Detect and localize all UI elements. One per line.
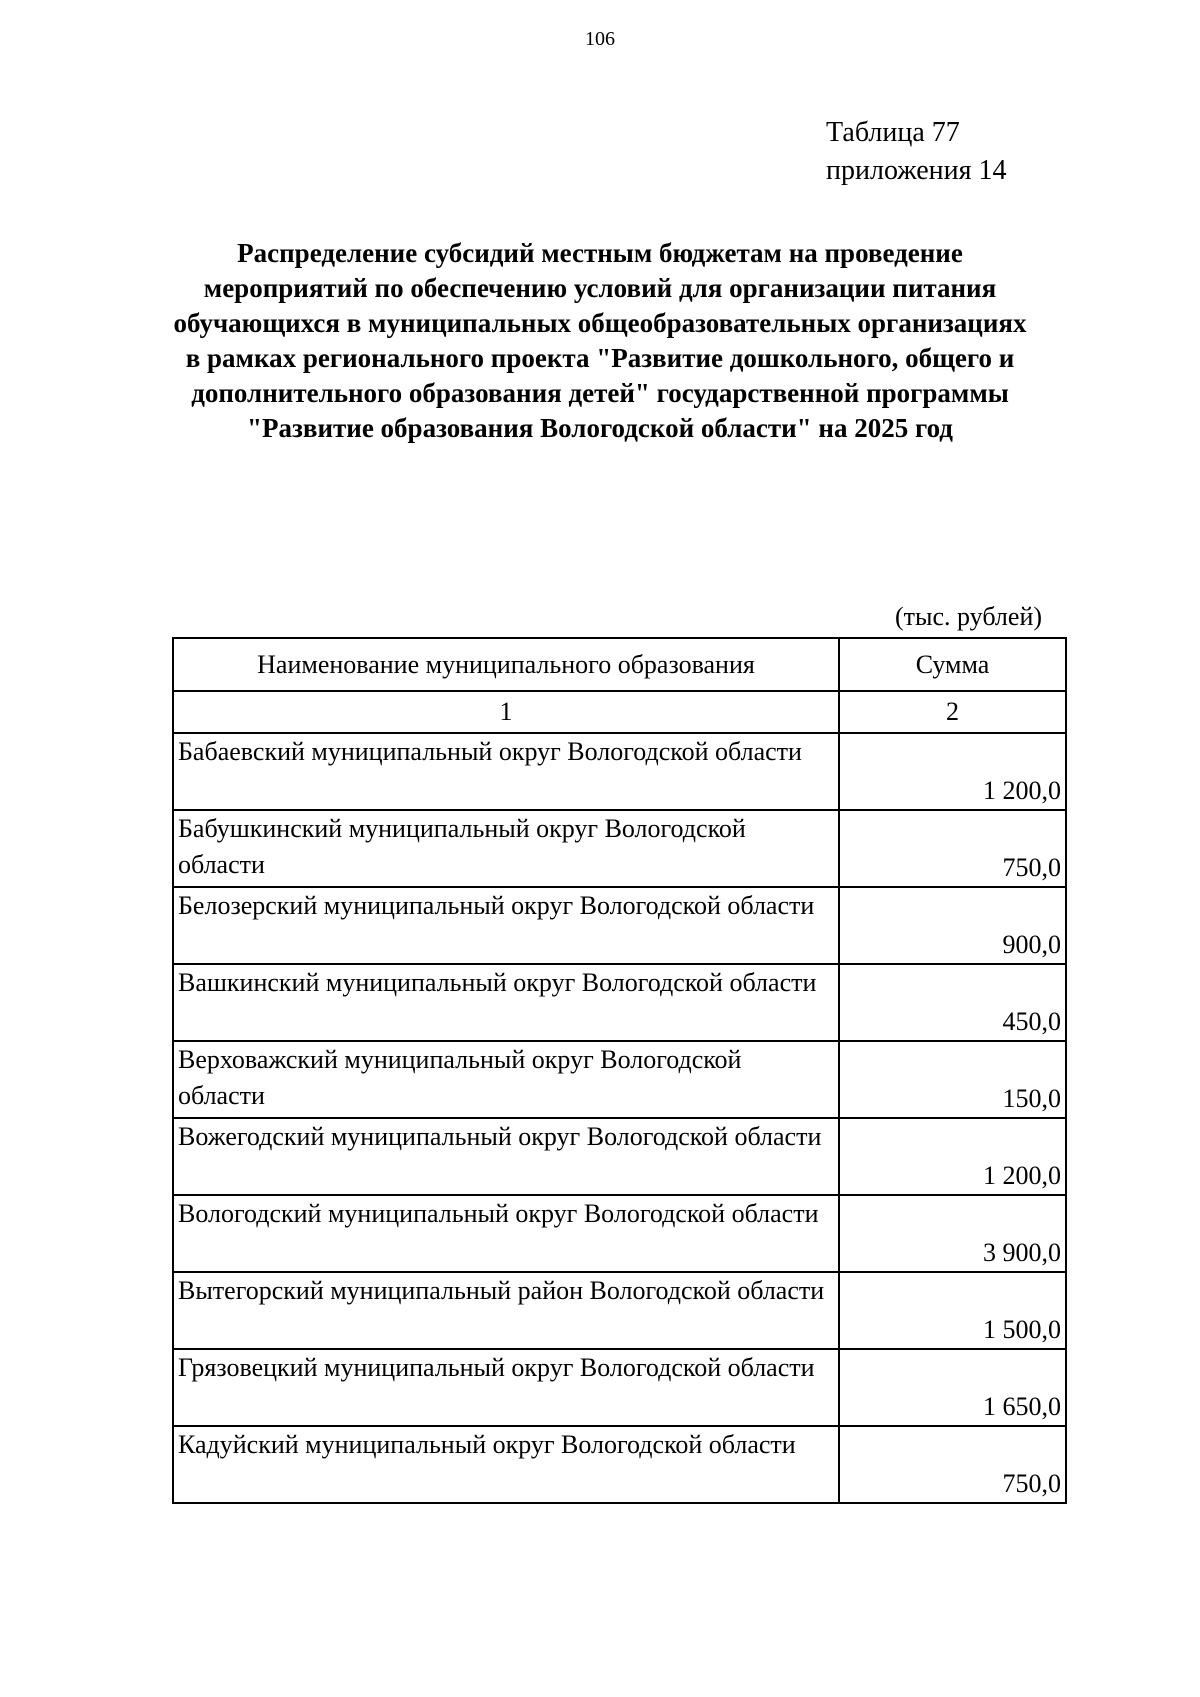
municipality-name: Верховажский муниципальный округ Вологодской области [173,1041,839,1118]
subsidy-amount: 150,0 [839,1041,1066,1118]
table-row [173,810,1066,887]
municipality-name: Вологодский муниципальный округ Вологодской области [173,1195,839,1272]
header-municipality: Наименование муниципального образования [173,638,839,691]
table-annex-reference [826,114,1007,190]
subsidy-amount: 750,0 [839,1426,1066,1503]
document-title: Распределение субсидий местным бюджетам на проведение мероприятий по обеспечению условий для организации питания обучающихся в муниципальных общеобразовательных организациях в рамках регионального проекта "Развитие дошкольного, общего и дополнительного образования детей" государственной программы "Развитие образования Вологодской области" на 2025 год [173,238,1027,443]
subsidy-amount: 1 200,0 [839,1118,1066,1195]
subsidy-amount: 1 650,0 [839,1349,1066,1426]
subsidy-amount: 1 200,0 [839,733,1066,810]
table-header-row [173,638,1066,691]
column-number-1: 1 [173,691,839,733]
subsidy-amount: 900,0 [839,887,1066,964]
subsidy-amount: 450,0 [839,964,1066,1041]
municipality-name: Грязовецкий муниципальный округ Вологодской области [173,1349,839,1426]
table-row [173,1349,1066,1426]
table-row [173,733,1066,810]
municipality-name: Вожегодский муниципальный округ Вологодской области [173,1118,839,1195]
header-amount: Сумма [839,638,1066,691]
municipality-name: Вашкинский муниципальный округ Вологодской области [173,964,839,1041]
table-row [173,887,1066,964]
table-row [173,1041,1066,1118]
subsidy-amount: 1 500,0 [839,1272,1066,1349]
table-row [173,1426,1066,1503]
table-row [173,964,1066,1041]
municipality-name: Бабушкинский муниципальный округ Вологодской области [173,810,839,887]
subsidy-amount: 3 900,0 [839,1195,1066,1272]
annex-appendix-number: приложения 14 [826,155,1007,186]
page-number: 106 [585,28,615,50]
table-column-number-row [173,691,1066,733]
units-label: (тыс. рублей) [895,602,1043,631]
subsidy-amount: 750,0 [839,810,1066,887]
table-row [173,1195,1066,1272]
municipality-name: Белозерский муниципальный округ Вологодской области [173,887,839,964]
subsidy-table [172,637,1067,1504]
table-row [173,1118,1066,1195]
table-row [173,1272,1066,1349]
municipality-name: Кадуйский муниципальный округ Вологодской области [173,1426,839,1503]
annex-table-number: Таблица 77 [826,117,960,148]
column-number-2: 2 [839,691,1066,733]
municipality-name: Вытегорский муниципальный район Вологодской области [173,1272,839,1349]
municipality-name: Бабаевский муниципальный округ Вологодской области [173,733,839,810]
